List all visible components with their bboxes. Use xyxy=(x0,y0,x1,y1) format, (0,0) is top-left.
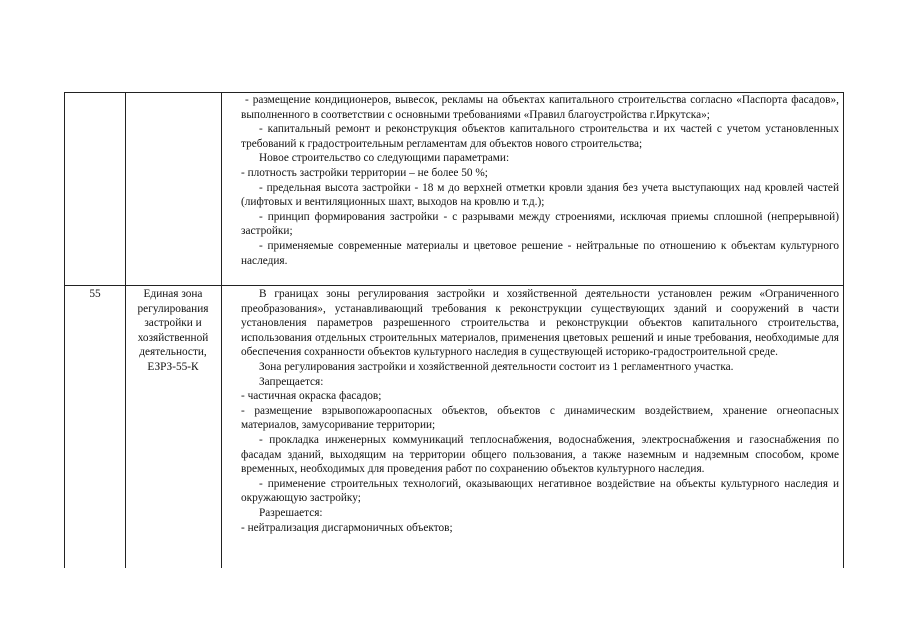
paragraph: В границах зоны регулирования застройки и хозяйственной деятельности установлен режим «Ограниченного преобразования», устанавливающий требования к реконструкции существующих зданий и сооружений в части установления параметров разрешенного строительства и реконструкции объектов капитального строительства, использования отдельных строительных материалов, применения цветовых решений и иные требования, необходимые для обеспечения сохранности объектов культурного наследия в существующей историко-градостроительной среде. xyxy=(241,288,839,359)
paragraph: - нейтрализация дисгармоничных объектов; xyxy=(241,521,453,534)
paragraph: - размещение взрывопожароопасных объектов, объектов с динамическим воздействием, хранение огнеопасных материалов, замусоривание территории; xyxy=(241,404,839,432)
row-divider xyxy=(64,285,844,286)
continued-row-description xyxy=(222,93,842,268)
paragraph: - прокладка инженерных коммуникаций теплоснабжения, водоснабжения, электроснабжения и газоснабжения по фасадам зданий, выходящим на территории общего пользования, а также наземным и надземным способом, кроме временных, необходимых для проведения работ по сохранению объектов культурного наследия. xyxy=(241,433,839,476)
paragraph: - капитальный ремонт и реконструкция объектов капитального строительства и их частей с учетом установленных требований к градостроительным регламентам для объектов нового строительства; xyxy=(241,123,839,150)
zone-description xyxy=(222,287,842,535)
paragraph: Запрещается: xyxy=(259,375,324,388)
zone-name: Единая зона регулирования застройки и хозяйственной деятельности, ЕЗРЗ-55-К xyxy=(137,288,209,373)
paragraph: - применение строительных технологий, оказывающих негативное воздействие на объекты культурного наследия и окружающую застройку; xyxy=(241,477,839,505)
paragraph: - частичная окраска фасадов; xyxy=(241,390,382,403)
paragraph: Новое строительство со следующими параметрами: xyxy=(259,152,510,165)
paragraph: - предельная высота застройки - 18 м до верхней отметки кровли здания без учета выступающих над кровлей частей (лифтовых и вентиляционных шахт, выходов на кровлю и т.д.); xyxy=(241,181,839,209)
paragraph: Зона регулирования застройки и хозяйственной деятельности состоит из 1 регламентного участка. xyxy=(259,360,734,373)
row-number: 55 xyxy=(89,288,101,300)
paragraph: - принцип формирования застройки - с разрывами между строениями, исключая приемы сплошной (непрерывной) застройки; xyxy=(241,210,839,238)
paragraph: - размещение кондиционеров, вывесок, рекламы на объектах капитального строительства согласно «Паспорта фасадов», выполненного в соответствии с основными требованиями «Правил благоустройства г.Иркутска»; xyxy=(241,94,839,121)
table-right-border xyxy=(843,92,844,568)
paragraph: - применяемые современные материалы и цветовое решение - нейтральные по отношению к объектам культурного наследия. xyxy=(241,239,839,267)
paragraph: - плотность застройки территории – не более 50 %; xyxy=(241,166,488,179)
paragraph: Разрешается: xyxy=(259,506,323,519)
regulation-table xyxy=(64,92,844,568)
table-left-border xyxy=(64,92,65,568)
